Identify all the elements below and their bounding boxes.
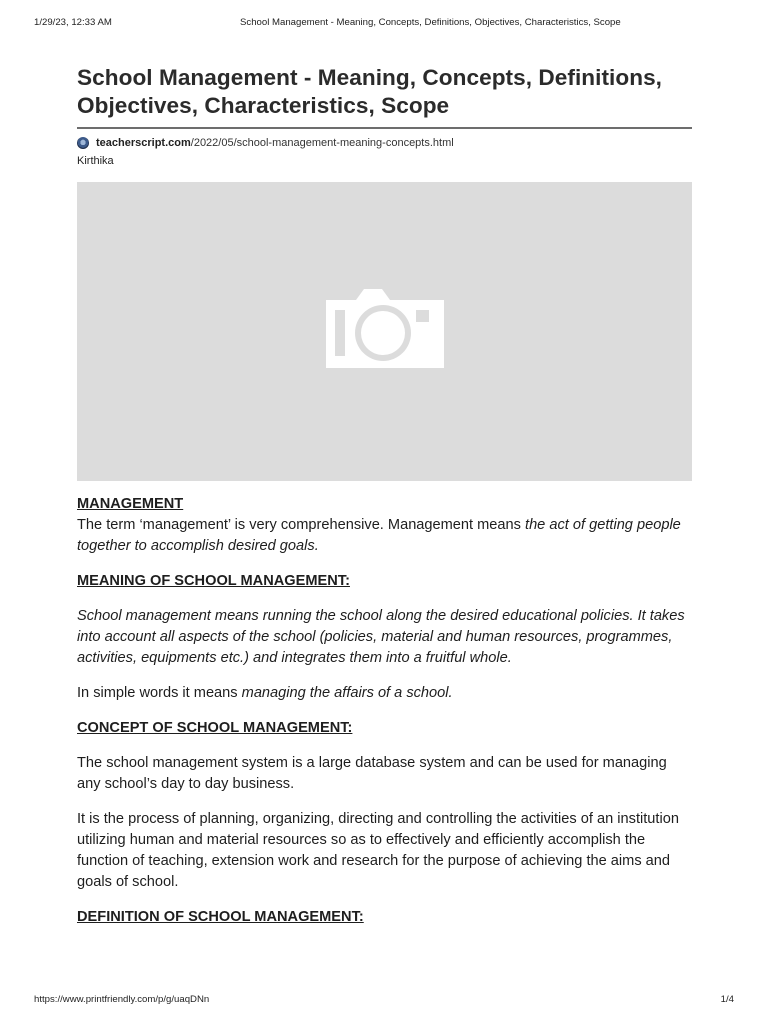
meaning-summary-italic-text: managing the affairs of a school. [241, 685, 453, 701]
article [77, 64, 692, 928]
meaning-summary-text: In simple words it means [77, 685, 242, 701]
camera-icon [326, 286, 444, 368]
page-number: 1/4 [720, 994, 734, 1005]
source-domain[interactable]: teacherscript.com [96, 137, 191, 149]
management-italic-text: the act of getting people together to accomplish desired goals. [77, 517, 681, 554]
print-datetime: 1/29/23, 12:33 AM [34, 17, 112, 28]
print-footer [34, 994, 734, 1008]
print-document-title: School Management - Meaning, Concepts, Definitions, Objectives, Characteristics, Scope [240, 17, 621, 28]
concept-heading: CONCEPT OF SCHOOL MANAGEMENT: [77, 720, 353, 736]
article-source[interactable] [77, 135, 692, 151]
title-divider [77, 127, 692, 129]
meaning-paragraph [77, 606, 692, 669]
article-author: Kirthika [77, 155, 114, 167]
article-body [77, 494, 692, 928]
concept-paragraph-2: It is the process of planning, organizing, directing and controlling the activities of an institution utilizing human and material resources so as to effectively and efficiently accomplish the function of teaching, extension work and research for the purpose of achieving the aims and goals of school. [77, 811, 679, 890]
print-header [34, 17, 734, 31]
source-path[interactable]: /2022/05/school-management-meaning-concepts.html [190, 137, 454, 149]
meaning-italic-text: School management means running the school along the desired educational policies. It takes into account all aspects of the school (policies, material and human resources, programmes, activities, equipments etc.) and integrates them into a fruitful whole. [77, 608, 685, 666]
management-paragraph [77, 515, 692, 557]
print-footer-url[interactable]: https://www.printfriendly.com/p/g/uaqDNn [34, 994, 210, 1005]
meaning-summary-paragraph [77, 683, 692, 704]
management-heading: MANAGEMENT [77, 496, 184, 512]
definition-heading: DEFINITION OF SCHOOL MANAGEMENT: [77, 909, 364, 925]
article-title: School Management - Meaning, Concepts, Definitions, Objectives, Characteristics, Scope [77, 65, 663, 118]
meaning-heading: MEANING OF SCHOOL MANAGEMENT: [77, 573, 350, 589]
hero-image-placeholder [77, 182, 692, 481]
globe-icon [77, 137, 89, 149]
concept-paragraph-1: The school management system is a large database system and can be used for managing any school’s day to day business. [77, 755, 667, 792]
management-text: The term ‘management’ is very comprehensive. Management means [77, 517, 526, 533]
